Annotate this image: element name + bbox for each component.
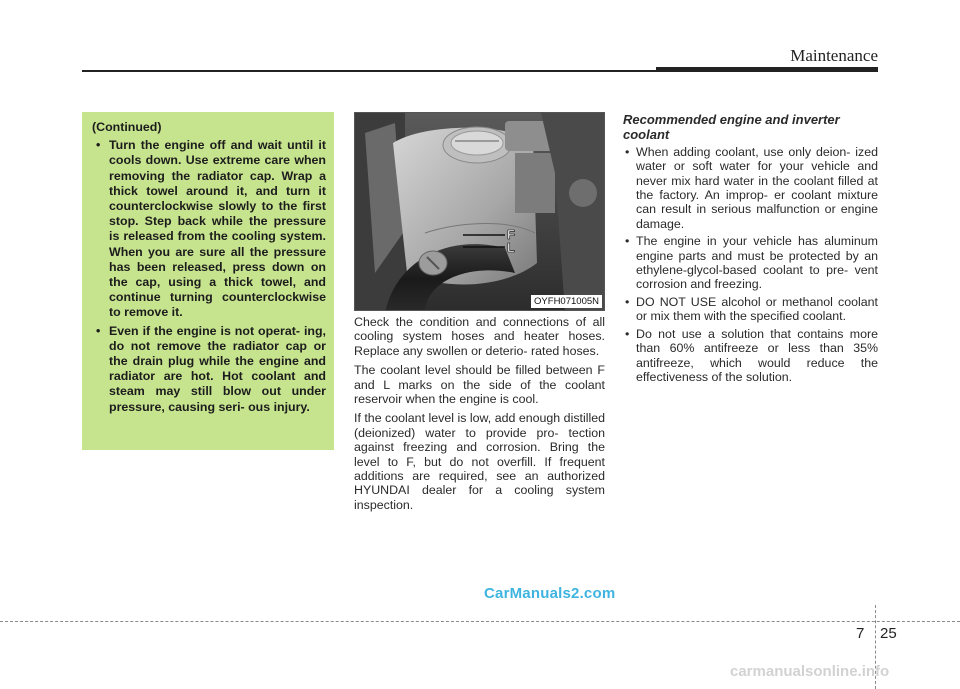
coolant-item: • DO NOT USE alcohol or methanol coolant or mix them with the specified coolant. bbox=[623, 295, 878, 324]
site-watermark: carmanualsonline.info bbox=[730, 663, 890, 680]
page-number: 25 bbox=[880, 625, 897, 642]
coolant-item: • The engine in your vehicle has aluminum engine parts and must be protected by an ethylene-glycol-based coolant to pre- vent corrosion and freezing. bbox=[623, 234, 878, 292]
engine-bay-illustration bbox=[355, 113, 605, 311]
coolant-heading: Recommended engine and inverter coolant bbox=[623, 112, 840, 143]
warning-list bbox=[90, 138, 326, 415]
warning-item: • Turn the engine off and wait until it cools down. Use extreme care when removing the radiator cap. Wrap a thick towel around it, and turn it counterclockwise slowly to the first stop. Step back while the pressure is released from the cooling system. When you are sure all the pressure has been released, press down on the cap, using a thick towel, and continue turning counterclockwise to remove it. bbox=[90, 138, 326, 320]
coolant-item: • Do not use a solution that contains more than 60% antifreeze or less than 35% antifreeze, which would reduce the effectiveness of the solution. bbox=[623, 327, 878, 385]
level-mark-l: L bbox=[507, 240, 515, 255]
body-text bbox=[354, 315, 605, 517]
footer-dashed-rule bbox=[0, 621, 960, 622]
warning-item: • Even if the engine is not operat- ing, do not remove the radiator cap or the drain plug while the engine and radiator are hot. Hot coolant and steam may still blow out under pressure, causing seri- ous injury. bbox=[90, 324, 326, 415]
coolant-list bbox=[623, 145, 878, 385]
warning-box bbox=[82, 112, 334, 450]
coolant-reservoir-photo bbox=[354, 112, 605, 311]
body-paragraph: The coolant level should be filled between F and L marks on the side of the coolant reservoir when the engine is cool. bbox=[354, 363, 605, 407]
header-rule-thin bbox=[82, 70, 656, 72]
header-rule-thick bbox=[656, 67, 878, 72]
body-paragraph: If the coolant level is low, add enough distilled (deionized) water to provide pro- tection against freezing and corrosion. Bring the level to F, but do not overfill. If frequent additions are required, see an authorized HYUNDAI dealer for a cooling system inspection. bbox=[354, 411, 605, 512]
figure-code: OYFH071005N bbox=[531, 295, 602, 308]
chapter-number: 7 bbox=[856, 625, 865, 642]
section-title: Maintenance bbox=[790, 46, 878, 65]
watermark-link[interactable]: CarManuals2.com bbox=[484, 585, 616, 602]
body-paragraph: Check the condition and connections of all cooling system hoses and heater hoses. Replace any swollen or deterio- rated hoses. bbox=[354, 315, 605, 358]
level-mark-f: F bbox=[507, 227, 515, 242]
continued-label: (Continued) bbox=[92, 120, 162, 134]
coolant-item: • When adding coolant, use only deion- ized water or soft water for your vehicle and never mix hard water in the coolant filled at the factory. An improp- er coolant mixture can result in serious malfunction or engine damage. bbox=[623, 145, 878, 231]
coolant-section bbox=[623, 112, 878, 387]
